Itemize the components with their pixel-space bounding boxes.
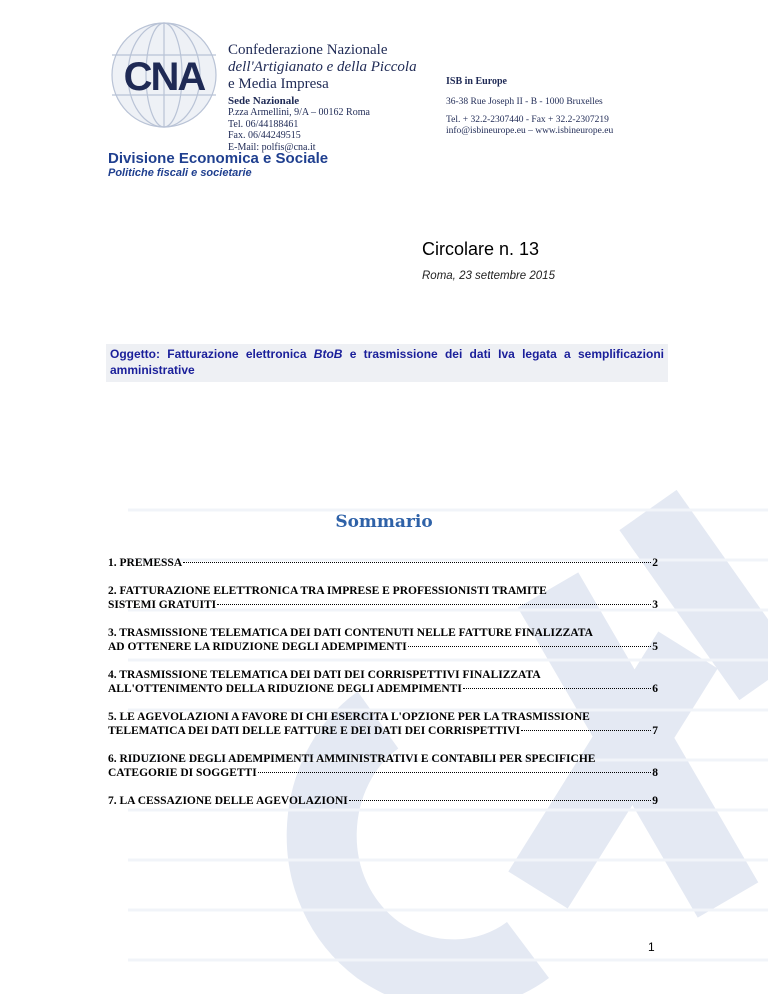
subject-box	[106, 344, 668, 382]
toc-entry-line-last	[108, 724, 658, 739]
toc-entry-text: SISTEMI GRATUITI	[108, 599, 217, 611]
toc-page-number: 2	[652, 557, 658, 569]
logo-text: CNA	[123, 55, 205, 99]
org-name-line-3: e Media Impresa	[228, 76, 329, 92]
toc-entry-line-last	[108, 598, 658, 613]
toc-page-number: 9	[652, 794, 658, 807]
isb-europe-block	[446, 76, 666, 138]
toc-item[interactable]	[108, 668, 658, 697]
toc-item[interactable]	[108, 710, 658, 739]
toc-dot-leader	[183, 562, 651, 563]
toc-title: Sommario	[335, 512, 433, 532]
toc-page-number: 6	[652, 683, 658, 695]
toc-entry-text: AD OTTENERE LA RIDUZIONE DEGLI ADEMPIMENTI	[108, 641, 407, 653]
cna-logo	[108, 20, 220, 130]
toc-entry-line-last	[108, 682, 658, 697]
table-of-contents	[108, 556, 658, 821]
sede-email: E-Mail: polfis@cna.it	[228, 141, 316, 153]
sede-title: Sede Nazionale	[228, 95, 300, 107]
isb-title: ISB in Europe	[446, 76, 507, 87]
division-heading	[108, 150, 328, 180]
toc-entry-line: 3. TRASMISSIONE TELEMATICA DEI DATI CONTENUTI NELLE FATTURE FINALIZZATA	[108, 626, 593, 639]
toc-page-number: 5	[652, 641, 658, 653]
toc-item[interactable]	[108, 584, 658, 613]
sede-address: P.zza Armellini, 9/A – 00162 Roma	[228, 107, 370, 118]
toc-entry-line: 5. LE AGEVOLAZIONI A FAVORE DI CHI ESERCITA L'OPZIONE PER LA TRASMISSIONE	[108, 710, 590, 723]
isb-web: info@isbineurope.eu – www.isbineurope.eu	[446, 126, 614, 136]
circular-date: Roma, 23 settembre 2015	[422, 270, 555, 282]
toc-dot-leader	[463, 688, 651, 689]
subject-rest: e trasmissione dei dati Iva legata a semplificazioni amministrative	[110, 347, 664, 377]
toc-entry-text: 1. PREMESSA	[108, 557, 183, 569]
toc-page-number: 3	[652, 599, 658, 611]
toc-entry-line-last	[108, 556, 658, 571]
org-name-line-2: dell'Artigianato e della Piccola	[228, 59, 417, 75]
toc-dot-leader	[521, 730, 651, 731]
toc-item[interactable]	[108, 794, 658, 809]
subject-emphasis: BtoB	[313, 347, 343, 361]
toc-entry-line: 6. RIDUZIONE DEGLI ADEMPIMENTI AMMINISTRATIVI E CONTABILI PER SPECIFICHE	[108, 752, 596, 765]
circular-title: Circolare n. 13	[422, 239, 540, 259]
org-name-line-1: Confederazione Nazionale	[228, 42, 388, 58]
toc-item[interactable]	[108, 556, 658, 571]
sede-tel: Tel. 06/44188461	[228, 118, 299, 130]
toc-dot-leader	[408, 646, 652, 647]
organization-header	[228, 42, 438, 153]
subject-prefix: Oggetto: Fatturazione elettronica	[110, 347, 314, 361]
toc-page-number: 7	[652, 725, 658, 737]
toc-entry-line-last	[108, 640, 658, 655]
isb-tel: Tel. + 32.2-2307440 - Fax + 32.2-2307219	[446, 114, 609, 125]
toc-page-number: 8	[652, 767, 658, 779]
subdivision-title: Politiche fiscali e societarie	[108, 167, 252, 179]
sede-fax: Fax. 06/44249515	[228, 130, 301, 141]
circular-block	[422, 238, 555, 282]
toc-entry-line-last	[108, 794, 658, 809]
toc-dot-leader	[349, 800, 652, 801]
isb-address: 36-38 Rue Joseph II - B - 1000 Bruxelles	[446, 97, 603, 107]
toc-entry-text: ALL'OTTENIMENTO DELLA RIDUZIONE DEGLI ADEMPIMENTI	[108, 683, 462, 695]
toc-dot-leader	[258, 772, 652, 773]
toc-item[interactable]	[108, 752, 658, 781]
toc-dot-leader	[217, 604, 651, 605]
toc-entry-line: 4. TRASMISSIONE TELEMATICA DEI DATI DEI CORRISPETTIVI FINALIZZATA	[108, 668, 541, 681]
toc-item[interactable]	[108, 626, 658, 655]
division-title: Divisione Economica e Sociale	[108, 150, 329, 167]
toc-entry-line-last	[108, 766, 658, 781]
toc-entry-text: TELEMATICA DEI DATI DELLE FATTURE E DEI DATI DEI CORRISPETTIVI	[108, 725, 521, 737]
page-number: 1	[648, 940, 655, 954]
toc-entry-line: 2. FATTURAZIONE ELETTRONICA TRA IMPRESE E PROFESSIONISTI TRAMITE	[108, 584, 547, 597]
toc-entry-text: 7. LA CESSAZIONE DELLE AGEVOLAZIONI	[108, 794, 348, 807]
toc-entry-text: CATEGORIE DI SOGGETTI	[108, 767, 257, 779]
